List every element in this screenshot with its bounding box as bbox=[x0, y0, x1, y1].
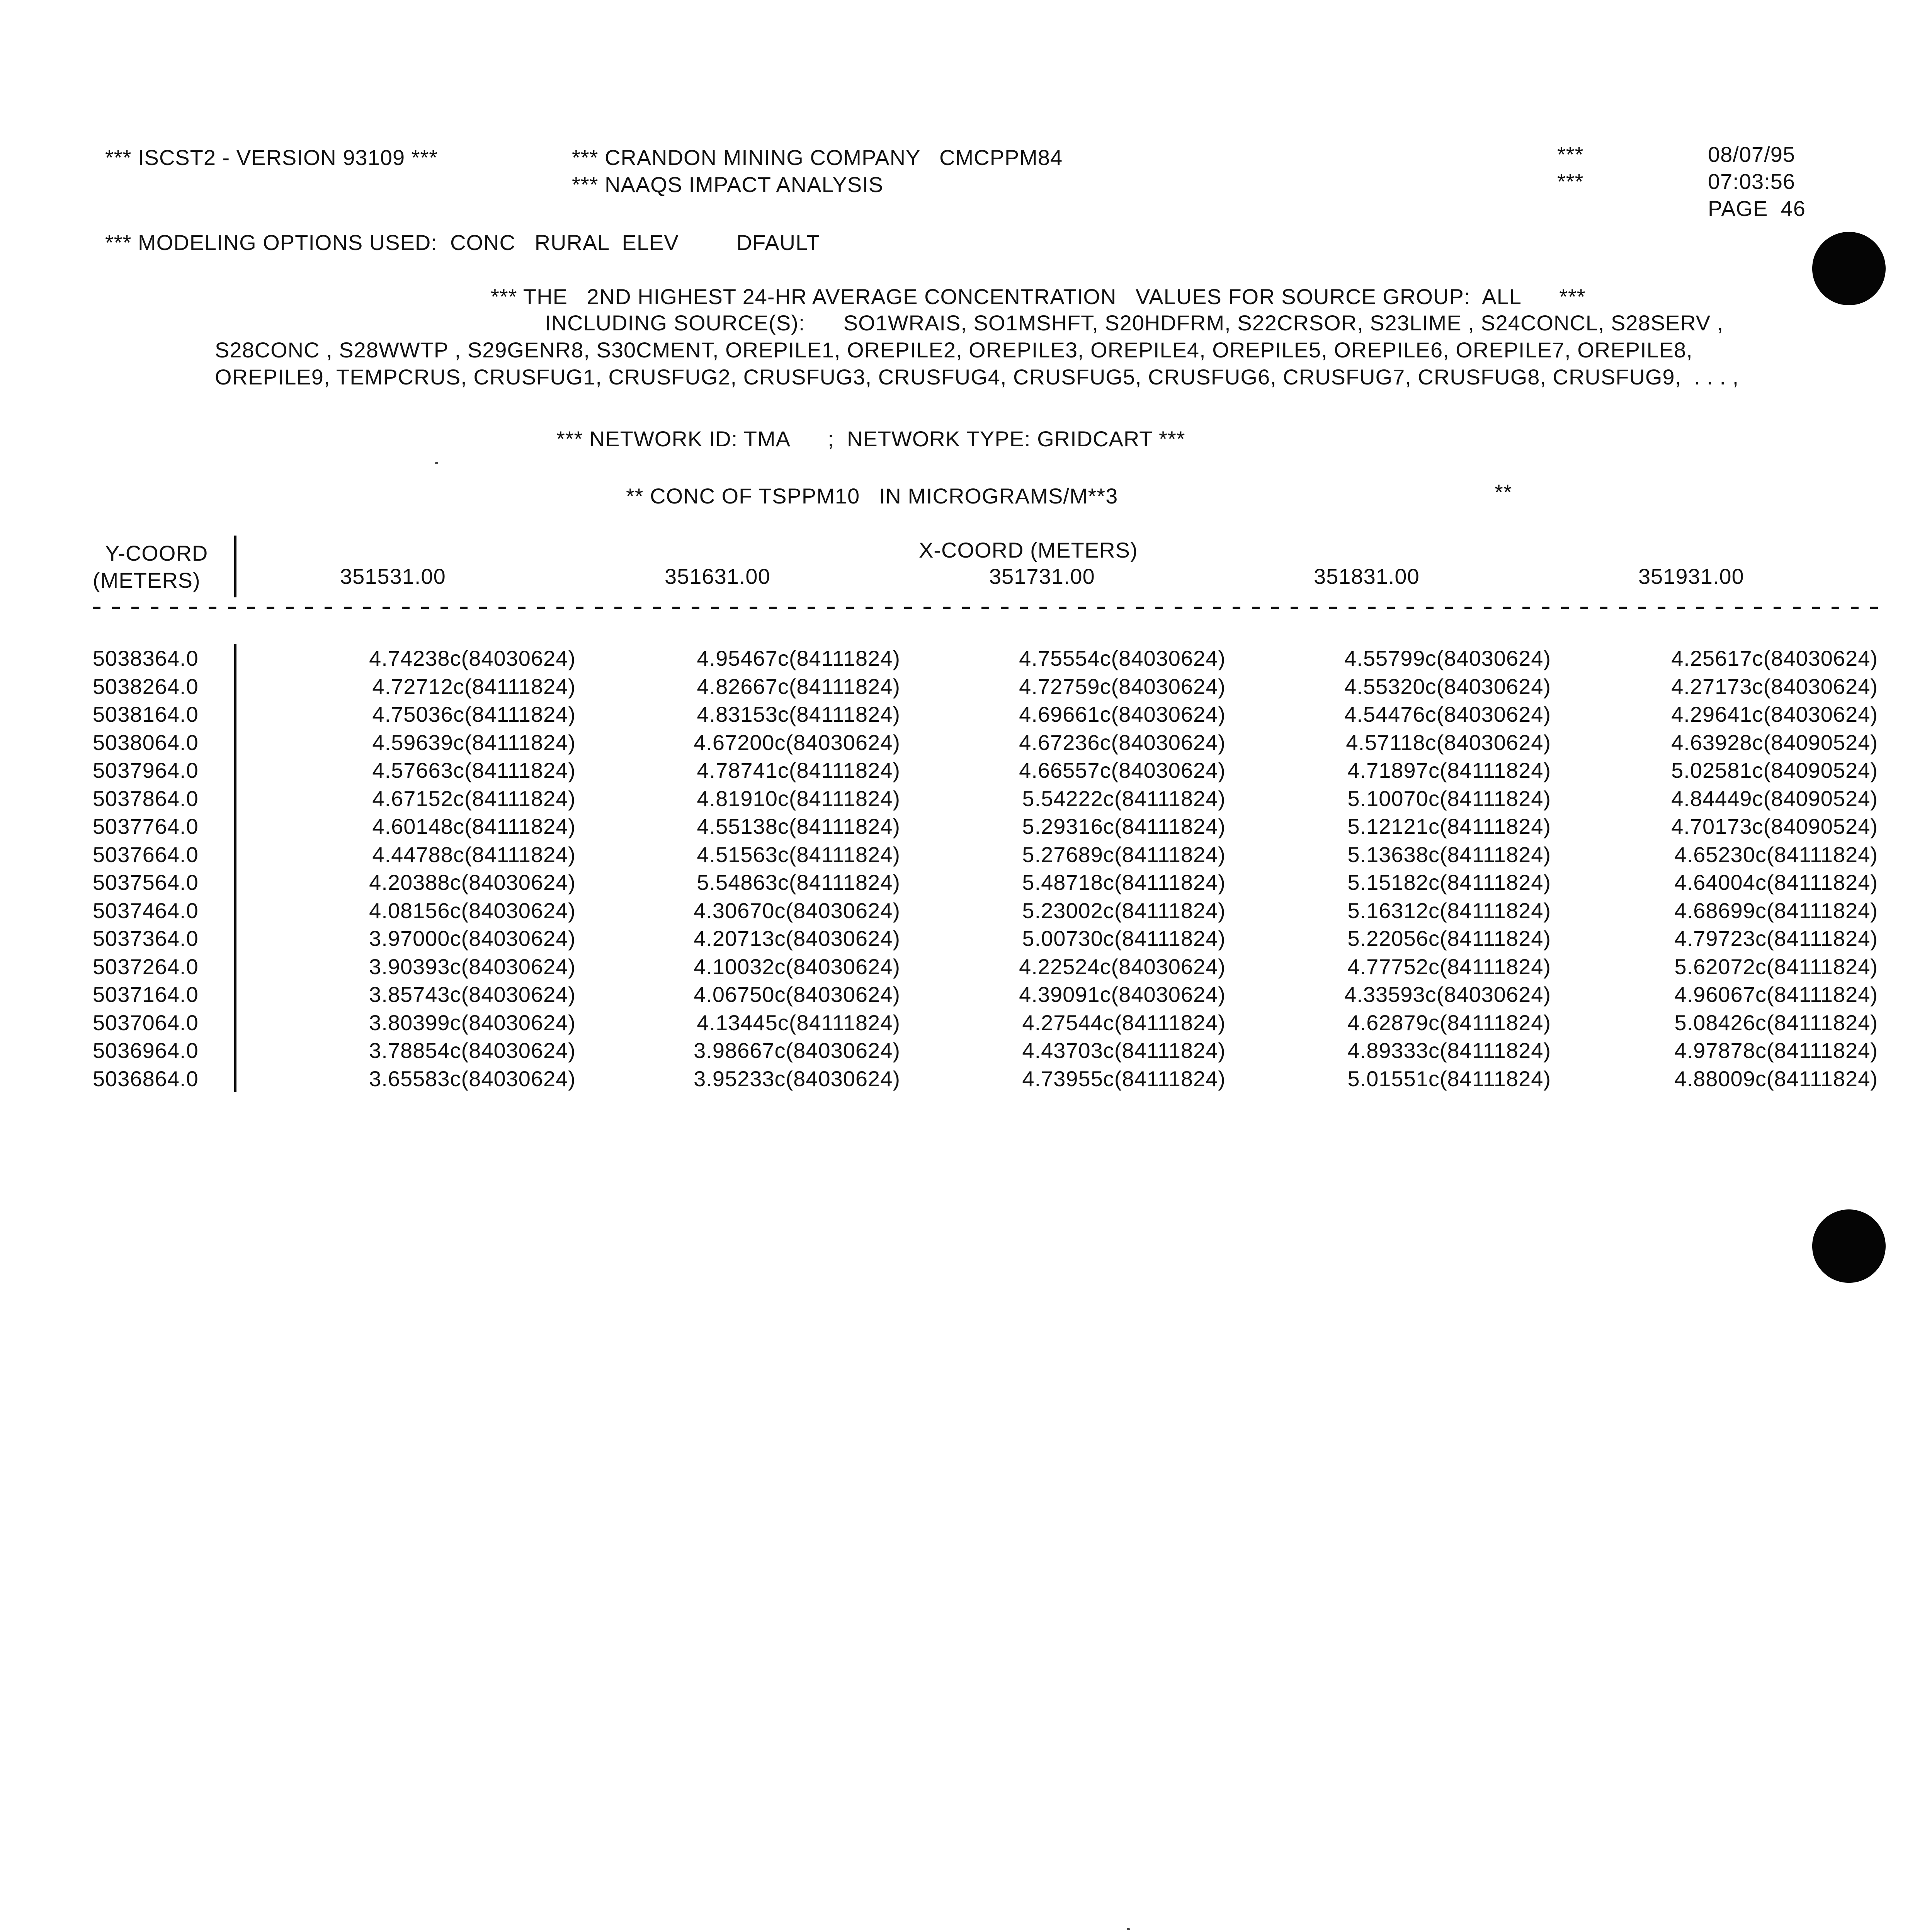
concentration-cell: 4.10032c(84030624) bbox=[694, 954, 900, 979]
concentration-cell: 4.29641c(84030624) bbox=[1671, 702, 1878, 726]
row-ycoord: 5037564.0 bbox=[93, 870, 199, 895]
concentration-cell: 4.97878c(84111824) bbox=[1674, 1038, 1878, 1063]
program-version: *** ISCST2 - VERSION 93109 *** bbox=[105, 145, 438, 170]
table-title: *** THE 2ND HIGHEST 24-HR AVERAGE CONCENTRATION VALUES FOR SOURCE GROUP: ALL *** bbox=[491, 284, 1586, 309]
concentration-cell: 4.44788c(84111824) bbox=[372, 842, 576, 867]
modeling-options: *** MODELING OPTIONS USED: CONC RURAL ELEV DFAULT bbox=[105, 230, 820, 255]
concentration-cell: 3.65583c(84030624) bbox=[369, 1066, 576, 1091]
concentration-cell: 4.73955c(84111824) bbox=[1022, 1066, 1226, 1091]
concentration-cell: 4.89333c(84111824) bbox=[1347, 1038, 1551, 1063]
row-ycoord: 5038164.0 bbox=[93, 702, 199, 726]
row-ycoord: 5036864.0 bbox=[93, 1066, 199, 1091]
concentration-cell: 4.57118c(84030624) bbox=[1346, 730, 1551, 755]
concentration-cell: 3.85743c(84030624) bbox=[369, 982, 576, 1007]
header-stars-1: *** bbox=[1557, 142, 1584, 167]
concentration-cell: 4.64004c(84111824) bbox=[1674, 870, 1878, 895]
page-label: PAGE 46 bbox=[1708, 196, 1806, 221]
header-divider bbox=[234, 536, 236, 597]
row-ycoord: 5038364.0 bbox=[93, 646, 199, 670]
row-ycoord: 5037064.0 bbox=[93, 1010, 199, 1035]
concentration-cell: 4.06750c(84030624) bbox=[694, 982, 900, 1007]
concentration-cell: 4.63928c(84090524) bbox=[1671, 730, 1878, 755]
concentration-label: ** CONC OF TSPPM10 IN MICROGRAMS/M**3 bbox=[626, 484, 1118, 508]
concentration-cell: 5.12121c(84111824) bbox=[1347, 814, 1551, 838]
row-ycoord: 5038064.0 bbox=[93, 730, 199, 755]
column-header: 351631.00 bbox=[665, 564, 770, 588]
concentration-cell: 4.33593c(84030624) bbox=[1344, 982, 1551, 1007]
concentration-cell: 4.08156c(84030624) bbox=[369, 898, 576, 923]
concentration-cell: 3.78854c(84030624) bbox=[369, 1038, 576, 1063]
concentration-cell: 5.08426c(84111824) bbox=[1674, 1010, 1878, 1035]
column-header: 351731.00 bbox=[989, 564, 1095, 588]
concentration-cell: 4.84449c(84090524) bbox=[1671, 786, 1878, 811]
concentration-cell: 4.68699c(84111824) bbox=[1674, 898, 1878, 923]
concentration-cell: 4.70173c(84090524) bbox=[1671, 814, 1878, 838]
concentration-cell: 4.20713c(84030624) bbox=[694, 926, 900, 951]
concentration-cell: 4.78741c(84111824) bbox=[697, 758, 900, 782]
ycoord-label: Y-COORD bbox=[105, 541, 208, 565]
concentration-cell: 4.55320c(84030624) bbox=[1344, 674, 1551, 699]
column-header: 351831.00 bbox=[1314, 564, 1420, 588]
concentration-cell: 5.54222c(84111824) bbox=[1022, 786, 1226, 811]
concentration-cell: 5.54863c(84111824) bbox=[697, 870, 900, 895]
punch-hole bbox=[1812, 232, 1886, 305]
concentration-cell: 4.83153c(84111824) bbox=[697, 702, 900, 726]
concentration-cell: 4.81910c(84111824) bbox=[697, 786, 900, 811]
concentration-cell: 5.62072c(84111824) bbox=[1674, 954, 1878, 979]
concentration-cell: 4.69661c(84030624) bbox=[1019, 702, 1226, 726]
row-ycoord: 5037964.0 bbox=[93, 758, 199, 782]
concentration-cell: 3.98667c(84030624) bbox=[694, 1038, 900, 1063]
concentration-cell: 4.60148c(84111824) bbox=[372, 814, 576, 838]
scan-speck bbox=[1127, 1928, 1130, 1930]
concentration-cell: 5.48718c(84111824) bbox=[1022, 870, 1226, 895]
concentration-cell: 3.80399c(84030624) bbox=[369, 1010, 576, 1035]
concentration-cell: 4.67236c(84030624) bbox=[1019, 730, 1226, 755]
concentration-cell: 4.75036c(84111824) bbox=[372, 702, 576, 726]
concentration-cell: 4.96067c(84111824) bbox=[1674, 982, 1878, 1007]
column-header: 351931.00 bbox=[1638, 564, 1744, 588]
run-date: 08/07/95 bbox=[1708, 142, 1795, 167]
concentration-cell: 4.82667c(84111824) bbox=[697, 674, 900, 699]
concentration-cell: 4.57663c(84111824) bbox=[372, 758, 576, 782]
header-stars-2: *** bbox=[1557, 169, 1584, 194]
row-ycoord: 5037864.0 bbox=[93, 786, 199, 811]
concentration-cell: 4.22524c(84030624) bbox=[1019, 954, 1226, 979]
concentration-cell: 5.01551c(84111824) bbox=[1347, 1066, 1551, 1091]
concentration-cell: 4.55138c(84111824) bbox=[697, 814, 900, 838]
row-ycoord: 5037264.0 bbox=[93, 954, 199, 979]
concentration-cell: 4.66557c(84030624) bbox=[1019, 758, 1226, 782]
concentration-cell: 4.72712c(84111824) bbox=[372, 674, 576, 699]
source-list-line-3: OREPILE9, TEMPCRUS, CRUSFUG1, CRUSFUG2, CRUSFUG3, CRUSFUG4, CRUSFUG5, CRUSFUG6, CRUSFUG7, CRUSFUG8, CRUSFUG9, . . . , bbox=[215, 365, 1739, 389]
concentration-cell: 4.67152c(84111824) bbox=[372, 786, 576, 811]
concentration-cell: 5.00730c(84111824) bbox=[1022, 926, 1226, 951]
concentration-cell: 5.23002c(84111824) bbox=[1022, 898, 1226, 923]
row-ycoord: 5037364.0 bbox=[93, 926, 199, 951]
row-divider bbox=[234, 644, 236, 1092]
concentration-cell: 4.55799c(84030624) bbox=[1344, 646, 1551, 670]
row-ycoord: 5037764.0 bbox=[93, 814, 199, 838]
concentration-cell: 4.75554c(84030624) bbox=[1019, 646, 1226, 670]
concentration-cell: 4.43703c(84111824) bbox=[1022, 1038, 1226, 1063]
row-ycoord: 5037164.0 bbox=[93, 982, 199, 1007]
source-list-line-2: S28CONC , S28WWTP , S29GENR8, S30CMENT, OREPILE1, OREPILE2, OREPILE3, OREPILE4, OREPILE5, OREPILE6, OREPILE7, OREPILE8, bbox=[215, 338, 1693, 362]
company-name: *** CRANDON MINING COMPANY CMCPPM84 bbox=[572, 145, 1063, 170]
concentration-cell: 4.54476c(84030624) bbox=[1344, 702, 1551, 726]
concentration-cell: 5.13638c(84111824) bbox=[1347, 842, 1551, 867]
row-ycoord: 5036964.0 bbox=[93, 1038, 199, 1063]
run-time: 07:03:56 bbox=[1708, 169, 1795, 194]
concentration-cell: 4.71897c(84111824) bbox=[1347, 758, 1551, 782]
scan-speck bbox=[435, 462, 438, 464]
concentration-cell: 4.20388c(84030624) bbox=[369, 870, 576, 895]
concentration-cell: 3.90393c(84030624) bbox=[369, 954, 576, 979]
concentration-cell: 5.10070c(84111824) bbox=[1347, 786, 1551, 811]
concentration-cell: 4.88009c(84111824) bbox=[1674, 1066, 1878, 1091]
row-ycoord: 5038264.0 bbox=[93, 674, 199, 699]
source-list-line-1: INCLUDING SOURCE(S): SO1WRAIS, SO1MSHFT, S20HDFRM, S22CRSOR, S23LIME , S24CONCL, S28SERV , bbox=[545, 311, 1724, 335]
network-info: *** NETWORK ID: TMA ; NETWORK TYPE: GRIDCART *** bbox=[556, 427, 1185, 451]
concentration-cell: 4.39091c(84030624) bbox=[1019, 982, 1226, 1007]
concentration-cell: 4.30670c(84030624) bbox=[694, 898, 900, 923]
concentration-cell: 4.25617c(84030624) bbox=[1671, 646, 1878, 670]
concentration-cell: 4.27544c(84111824) bbox=[1022, 1010, 1226, 1035]
concentration-cell: 4.62879c(84111824) bbox=[1347, 1010, 1551, 1035]
concentration-cell: 3.95233c(84030624) bbox=[694, 1066, 900, 1091]
concentration-cell: 4.51563c(84111824) bbox=[697, 842, 900, 867]
concentration-cell: 4.27173c(84030624) bbox=[1671, 674, 1878, 699]
row-ycoord: 5037464.0 bbox=[93, 898, 199, 923]
dashed-separator bbox=[93, 607, 1886, 609]
punch-hole bbox=[1812, 1209, 1886, 1283]
xcoord-label: X-COORD (METERS) bbox=[919, 538, 1138, 562]
concentration-cell: 4.59639c(84111824) bbox=[372, 730, 576, 755]
concentration-cell: 4.77752c(84111824) bbox=[1347, 954, 1551, 979]
ycoord-units: (METERS) bbox=[93, 568, 201, 592]
concentration-cell: 5.22056c(84111824) bbox=[1347, 926, 1551, 951]
column-header: 351531.00 bbox=[340, 564, 446, 588]
concentration-cell: 5.27689c(84111824) bbox=[1022, 842, 1226, 867]
concentration-cell: 4.65230c(84111824) bbox=[1674, 842, 1878, 867]
concentration-cell: 3.97000c(84030624) bbox=[369, 926, 576, 951]
concentration-cell: 5.15182c(84111824) bbox=[1347, 870, 1551, 895]
concentration-cell: 5.16312c(84111824) bbox=[1347, 898, 1551, 923]
concentration-cell: 5.29316c(84111824) bbox=[1022, 814, 1226, 838]
row-ycoord: 5037664.0 bbox=[93, 842, 199, 867]
concentration-cell: 4.72759c(84030624) bbox=[1019, 674, 1226, 699]
concentration-cell: 4.13445c(84111824) bbox=[697, 1010, 900, 1035]
concentration-cell: 4.74238c(84030624) bbox=[369, 646, 576, 670]
concentration-stars: ** bbox=[1495, 480, 1512, 504]
concentration-cell: 5.02581c(84090524) bbox=[1671, 758, 1878, 782]
concentration-cell: 4.67200c(84030624) bbox=[694, 730, 900, 755]
analysis-title: *** NAAQS IMPACT ANALYSIS bbox=[572, 172, 884, 197]
concentration-cell: 4.79723c(84111824) bbox=[1674, 926, 1878, 951]
concentration-cell: 4.95467c(84111824) bbox=[697, 646, 900, 670]
